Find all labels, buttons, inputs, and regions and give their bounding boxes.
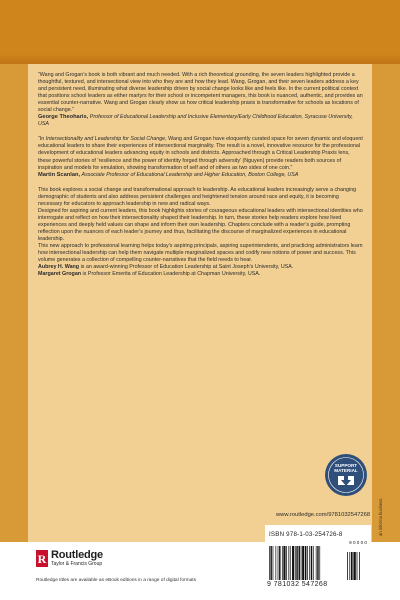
author-bio-text: is an award-winning Professor of Education Leadership at Saint Joseph’s University, USA.	[79, 264, 294, 271]
support-material-badge-icon	[324, 453, 368, 497]
publisher-group: Taylor & Francis Group	[51, 561, 103, 567]
badge-line-2: MATERIAL	[334, 468, 358, 473]
informa-note: an informa business	[378, 498, 383, 536]
isbn-barcode-block	[265, 525, 371, 593]
author-bio	[38, 271, 364, 278]
logo-mark-letter: R	[37, 552, 47, 566]
publisher-name: Routledge	[51, 549, 103, 561]
badge-line-1: SUPPORT	[334, 463, 358, 468]
review-quote	[38, 136, 364, 171]
right-side-band	[372, 64, 400, 542]
publisher-url[interactable]: www.routledge.com/9781032547268	[276, 512, 371, 518]
blurb-paragraph: Designed for aspiring and current leaders, this book highlights stories of courageous educational leaders with intersectional identities who interrogate and reflect on how their intersectionality shaped their leadership. In turn, these stories help readers explore how lived experiences and deeply held values can shape and inform their own leadership. Chapters conclude with a reader’s guide, prompting reflection upon the nuances of each leader’s journey and thus, facilitating the discourse of marginalized experiences in educational leadership.	[38, 207, 363, 242]
review-quote: “Wang and Grogan’s book is both vibrant and much needed. With a rich theoretical grounding, the seven leaders highlighted provide a thoughtful, textured, and intersectional view into who they are and how they lead. Wang, Grogan, and their seven leaders address a key and persistent need, illuminating what diverse leadership driven by social change looks like and feels like. In the current political context that positions school leaders as either martyrs for their school or incompetent managers, this book is nuanced, authentic, and provides an essential counter-narrative. Wang and Grogan clearly show us how critical leadership praxis is transformative for schools as locations of social change.”	[38, 72, 363, 114]
author-bio-text: is Professor Emerita of Education Leadership at Chapman University, USA.	[81, 271, 261, 278]
isbn-label: ISBN 978-1-03-254726-8	[269, 531, 343, 538]
routledge-logo	[36, 550, 126, 570]
blurb-paragraph: This book explores a social change and transformational approach to leadership. As educational leaders increasingly serve a changing demographic of students and also address persistent challenges and heightened tension around race and equity, it is becoming necessary for educators to approach leadership in new and radical ways.	[38, 186, 357, 207]
routledge-r-icon	[36, 550, 48, 567]
review-quote-rest: , Wang and Grogan have eloquently curated space for seven dynamic and eloquent educational leaders to share their experiences of intersectional marginality. The result is a novel, innovative resource for the professional development of educational leaders advancing equity in schools and districts. Approached through a Critical Leadership Praxis lens, these powerful stories of ‘resilience and the power of identity forged through adversity’ (Nguyen) provide readers both sources of inspiration and models for emulation, showing transformation of self and of others as two sides of one coin.”	[38, 136, 363, 171]
barcode-addon-icon	[347, 546, 367, 580]
back-cover-content	[38, 72, 364, 278]
author-bio	[38, 264, 364, 271]
ebook-note: Routledge titles are available as eBook editions in a range of digital formats	[36, 578, 196, 583]
review-quote-lead: “In	[38, 136, 46, 143]
review-attribution	[38, 172, 364, 179]
author-name: Margaret Grogan	[38, 271, 82, 278]
review-1	[38, 72, 364, 128]
reviewer-affiliation: Professor of Educational Leadership and Inclusive Elementary/Early Childhood Education, Syracuse University, USA	[38, 114, 353, 128]
barcode-icon	[269, 546, 345, 580]
review-attribution	[38, 114, 364, 128]
reviewer-name: Martin Scanlan,	[38, 171, 81, 178]
left-side-band	[0, 64, 28, 542]
top-color-band	[0, 0, 400, 64]
review-2	[38, 136, 364, 178]
author-name: Aubrey H. Wang	[38, 264, 80, 271]
barcode-digits: 9 781032 547268	[267, 581, 328, 588]
reviewer-affiliation: Associate Professor of Educational Leadership and Higher Education, Boston College, USA	[81, 171, 299, 178]
reviewer-name: George Theoharis,	[38, 114, 89, 121]
isbn-addon: 9 0 0 0 0	[349, 540, 367, 545]
blurb-paragraph: This new approach to professional learning helps today’s aspiring principals, aspiring superintendents, and practicing administrators learn how intersectional leadership can help them navigate multiple marginalized spaces and codify new notions of power and success. This volume generates a collection of compelling counter-narratives that the field needs to hear.	[38, 243, 363, 264]
review-quote-book-title: Intersectionality and Leadership for Social Change	[45, 136, 166, 143]
